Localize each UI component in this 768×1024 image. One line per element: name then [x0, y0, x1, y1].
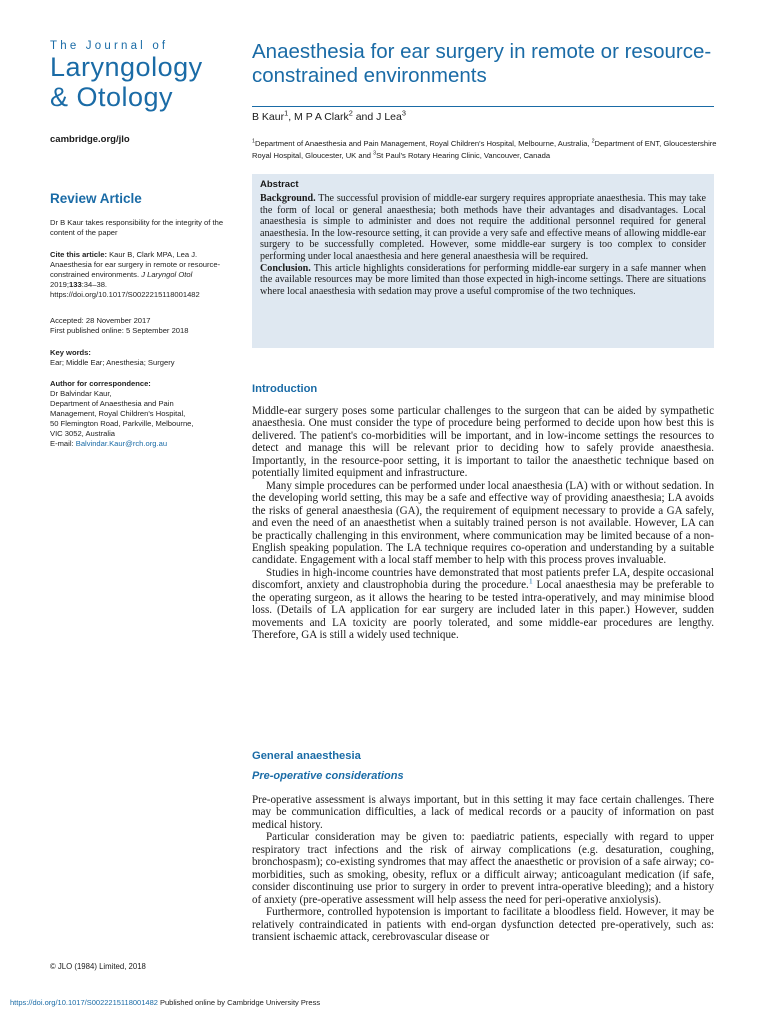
paragraph: Many simple procedures can be performed under local anaesthesia (LA) with or without sedation. In the developing world setting, this may be a safe and effective way of providing anaesthesia; LA avoids the risks of general anaesthesia (GA), the requirement of equipment necessary to provide a GA safely, and even the need of an anaesthetist when a suitably trained person is not available. However, LA can be practically challenging in this environment, where communication may be limited because of a non-English speaking population. The LA technique requires co-operation and understanding by a suitable candidate. Engagement with a local staff member to help with this process proves invaluable.: [252, 479, 714, 567]
abstract-heading: Abstract: [260, 179, 299, 190]
author-name: and J Lea: [352, 111, 402, 123]
reference-link[interactable]: 1: [528, 576, 533, 586]
abstract-conclusion-text: This article highlights considerations for performing middle-ear surgery in a safe manner when the available resources may be more limited than those expected in high-income settings. There are situations where local anaesthesia with sedation may prove a useful compromise of the two techniques.: [260, 262, 706, 297]
correspondence-line: 50 Flemington Road, Parkville, Melbourne,: [50, 419, 194, 428]
journal-name-line2: & Otology: [50, 82, 174, 112]
general-anaesthesia-body: [252, 794, 714, 943]
citation-label: Cite this article:: [50, 250, 107, 259]
abstract-conclusion-label: Conclusion.: [260, 262, 311, 274]
citation-year: 2019;: [50, 280, 70, 289]
authors: [252, 108, 406, 123]
affiliations: [252, 138, 717, 161]
citation-volume: 133: [69, 280, 82, 289]
affil-marker: 1: [252, 138, 255, 145]
introduction-body: [252, 405, 714, 642]
section-heading-introduction: Introduction: [252, 383, 318, 395]
paragraph: Middle-ear surgery poses some particular challenges to the surgeon that can be aided by sympathetic anaesthesia. One must consider the type of procedure being performed to decide upon how best this is delivered. The patient's co-morbidities will be important, and in low-income settings the resources to detect and manage this will be relevant prior to deciding how to safely provide anaesthesia. Importantly, in the resource-poor setting, it is important to tailor the anaesthetic technique based on potentially limited equipment and infrastructure.: [252, 405, 714, 480]
subsection-heading-preoperative: Pre-operative considerations: [252, 770, 404, 782]
citation-doi[interactable]: :34–38. https://doi.org/10.1017/S0022215118001482: [50, 280, 200, 299]
doi-link[interactable]: https://doi.org/10.1017/S0022215118001482: [10, 998, 158, 1007]
correspondence-line: VIC 3052, Australia: [50, 429, 116, 438]
journal-logo: [50, 40, 250, 112]
paragraph-text: Local anaesthesia may be preferable to the operating surgeon, as it allows the hearing to be tested intra-operatively, and may minimise blood loss. (Details of LA application for ear surgery are included later in this paper.) However, sudden movements and LA toxicity are poorly tolerated, and some middle-ear procedures are lengthy. Therefore, GA is still a widely used technique.: [252, 579, 714, 642]
author-name: B Kaur: [252, 111, 285, 123]
affil-text: Department of ENT, Gloucestershire Royal Hospital, Gloucester, UK and: [252, 139, 717, 160]
email-label: E-mail:: [50, 439, 76, 448]
page-footer: [10, 998, 320, 1007]
journal-url[interactable]: cambridge.org/jlo: [50, 134, 130, 145]
correspondence-block: [50, 379, 235, 449]
accepted-date: Accepted: 28 November 2017: [50, 316, 151, 325]
correspondence-label: Author for correspondence:: [50, 379, 151, 388]
responsibility-note: Dr B Kaur takes responsibility for the integrity of the content of the paper: [50, 218, 224, 237]
keywords-block: [50, 348, 235, 368]
correspondence-line: Dr Balvindar Kaur,: [50, 389, 112, 398]
paragraph: [252, 567, 714, 642]
paragraph: Pre-operative assessment is always important, but in this setting it may face certain challenges. There may be communication difficulties, a lack of medical records or a paucity of information on past medical history.: [252, 794, 714, 831]
author-name: , M P A Clark: [288, 111, 349, 123]
citation-text: Kaur B, Clark MPA, Lea J. Anaesthesia for ear surgery in remote or resource-constrained environments.: [50, 250, 221, 279]
abstract-background-label: Background.: [260, 193, 316, 204]
article-title: Anaesthesia for ear surgery in remote or resource-constrained environments: [252, 40, 712, 87]
author-affil-marker: 3: [401, 108, 406, 118]
abstract-background-text: The successful provision of middle-ear surgery requires appropriate anaesthesia. This may take the form of local or general anaesthesia; both methods have their advantages and disadvantages. Local anaesthesia is simple to administer and does not require the additional personnel required for general anaesthesia. In the low-resource setting, it can provide a very safe and effective means of allowing middle-ear surgery to be successfully completed. However, some middle-ear surgery is too complex to consider performing under local anaesthesia and here general anaesthesia will be required.: [260, 193, 706, 262]
dates-block: [50, 316, 235, 336]
title-divider: [252, 106, 714, 107]
affil-text: Department of Anaesthesia and Pain Management, Royal Children's Hospital, Melbourne, Australia,: [254, 139, 592, 148]
journal-name-small: The Journal of: [50, 40, 169, 52]
correspondence-line: Management, Royal Children's Hospital,: [50, 409, 186, 418]
abstract-conclusion: [260, 263, 706, 298]
keywords-value: Ear; Middle Ear; Anesthesia; Surgery: [50, 358, 175, 367]
author-affil-marker: 1: [284, 108, 289, 118]
citation-journal: J Laryngol Otol: [141, 270, 193, 279]
citation-block: [50, 250, 235, 300]
article-type: Review Article: [50, 191, 142, 206]
abstract-background: [260, 193, 706, 263]
copyright: © JLO (1984) Limited, 2018: [50, 962, 146, 971]
paragraph: Particular consideration may be given to: paediatric patients, especially with regard to upper respiratory tract infections and the risk of airway complications (e.g. desaturation, coughing, bronchospasm); co-existing syndromes that may affect the anaesthetic or provision of a safe airway; co-morbidities, such as smoking, obesity, reflux or a difficult airway; anticoagulant medication (if safe, consider discontinuing use prior to surgery in order to prevent intra-operative bleeding); and a history of anxiety (pre-operative assessment will help assess the need for peri-operative anxiolysis).: [252, 831, 714, 906]
affil-marker: 2: [591, 138, 595, 145]
paragraph: Furthermore, controlled hypotension is important to facilitate a bloodless field. However, it may be relatively contraindicated in patients with end-organ dysfunction detected pre-operatively, such as: transient ischaemic attack, cerebrovascular disease or: [252, 906, 714, 943]
abstract-box: [252, 174, 714, 348]
author-affil-marker: 2: [348, 108, 353, 118]
journal-name-line1: Laryngology: [50, 52, 203, 82]
published-by: Published online by Cambridge University Press: [157, 998, 321, 1007]
keywords-label: Key words:: [50, 348, 91, 357]
section-heading-general-anaesthesia: General anaesthesia: [252, 750, 361, 762]
email-link[interactable]: Balvindar.Kaur@rch.org.au: [75, 439, 168, 448]
affil-text: St Paul's Rotary Hearing Clinic, Vancouver, Canada: [376, 150, 551, 160]
published-date: First published online: 5 September 2018: [50, 326, 189, 335]
affil-marker: 3: [373, 149, 377, 156]
paragraph-text: Studies in high-income countries have demonstrated that most patients prefer LA, despite occasional discomfort, anxiety and claustrophobia during the procedure.: [252, 566, 714, 592]
correspondence-line: Department of Anaesthesia and Pain: [50, 399, 174, 408]
